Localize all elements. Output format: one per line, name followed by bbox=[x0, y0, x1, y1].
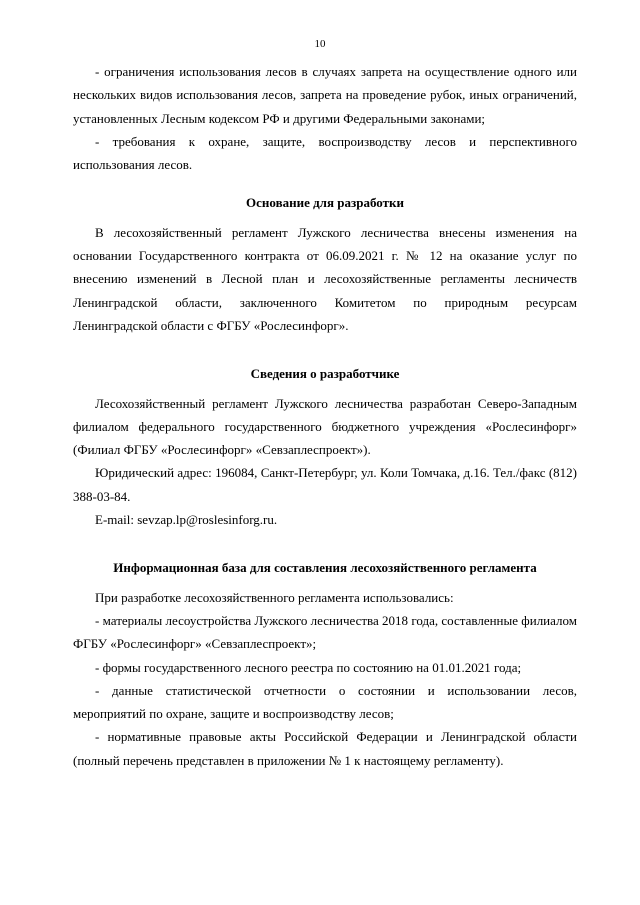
developer-address: Юридический адрес: 196084, Санкт-Петербург, ул. Коли Томчака, д.16. Тел./факс (812) 388-03-84. bbox=[73, 465, 577, 504]
info-base-list-item: - данные статистической отчетности о состоянии и использовании лесов, мероприятий по охране, защите и воспроизводству лесов; bbox=[73, 682, 577, 722]
document-body bbox=[73, 60, 577, 772]
info-base-list-item: - формы государственного лесного реестра по состоянию на 01.01.2021 года; bbox=[95, 659, 522, 675]
info-base-heading: Информационная база для составления лесохозяйственного регламента bbox=[113, 560, 537, 576]
basis-paragraph: В лесохозяйственный регламент Лужского лесничества внесены изменения на основании Государственного контракта от 06.09.2021 г. № 12 на оказание услуг по внесению изменений в Лесной план и лесохозяйственные регламенты лесничеств Ленинградской области, заключенного Комитетом по природным ресурсам Ленинградской области с ФГБУ «Рослесинфорг». bbox=[73, 224, 577, 333]
developer-heading: Сведения о разработчике bbox=[250, 366, 400, 382]
developer-paragraph: Лесохозяйственный регламент Лужского лесничества разработан Северо-Западным филиалом федерального государственного бюджетного учреждения «Рослесинфорг» (Филиал ФГБУ «Рослесинфорг» «Севзаплеспроект»). bbox=[73, 395, 577, 458]
info-base-list-item: - нормативные правовые акты Российской Федерации и Ленинградской области (полный перечень представлен в приложении № 1 к настоящему регламенту). bbox=[73, 729, 577, 768]
developer-email: E-mail: sevzap.lp@roslesinforg.ru. bbox=[95, 512, 278, 528]
basis-heading: Основание для разработки bbox=[246, 195, 404, 211]
intro-list-item: - требования к охране, защите, воспроизводству лесов и перспективного использования лесов. bbox=[73, 133, 577, 173]
page-number: 10 bbox=[314, 38, 326, 50]
intro-list-item: - ограничения использования лесов в случаях запрета на осуществление одного или нескольких видов использования лесов, запрета на проведение рубок, иных ограничений, установленных Лесным кодексом РФ и другими Федеральными законами; bbox=[73, 64, 577, 126]
info-base-list-item: - материалы лесоустройства Лужского лесничества 2018 года, составленные филиалом ФГБУ «Рослесинфорг» «Севзаплеспроект»; bbox=[73, 612, 577, 652]
info-base-intro: При разработке лесохозяйственного регламента использовались: bbox=[95, 589, 454, 605]
